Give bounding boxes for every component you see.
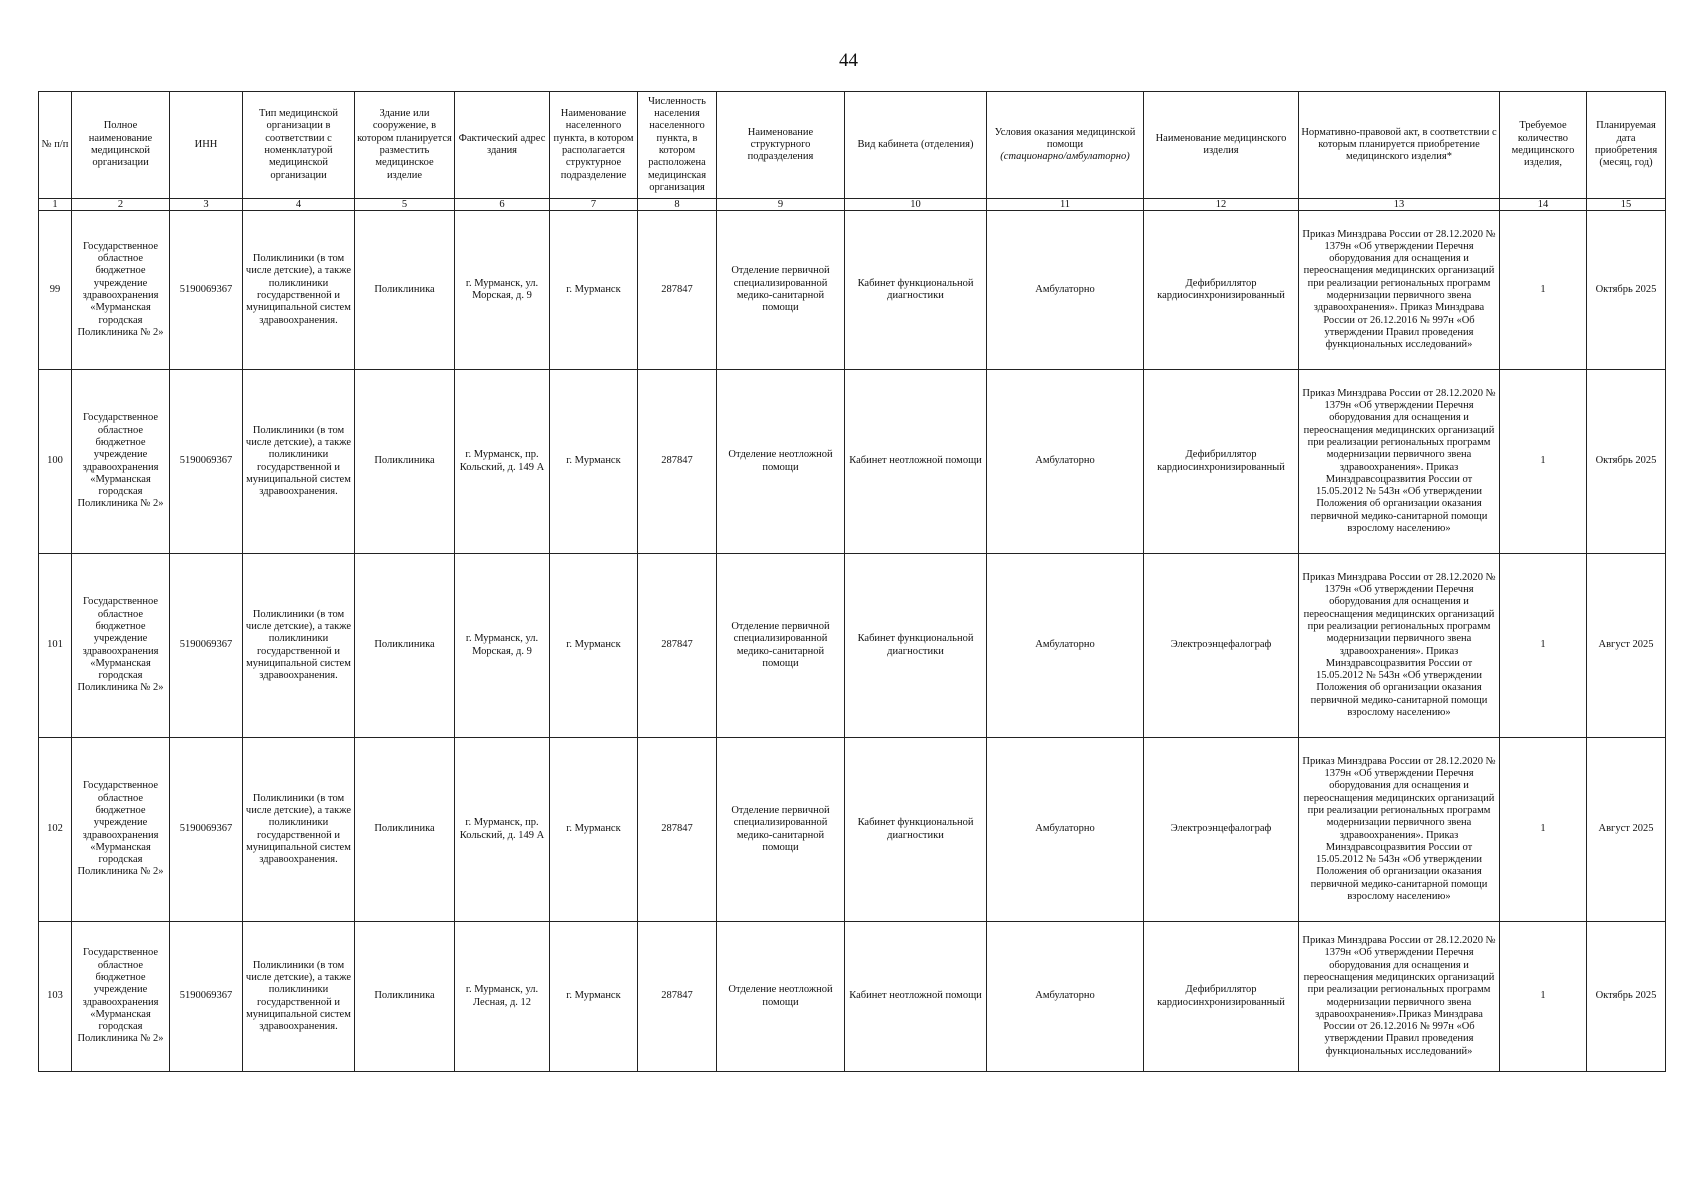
- table-cell: 99: [39, 211, 72, 370]
- table-cell: г. Мурманск: [550, 370, 638, 554]
- table-cell: 287847: [638, 370, 717, 554]
- table-cell: Государственное областное бюджетное учреждение здравоохранения «Мурманская городская Поликлиника № 2»: [72, 554, 170, 738]
- table-cell: Дефибриллятор кардиосинхронизированный: [1144, 370, 1299, 554]
- table-cell: Кабинет неотложной помощи: [845, 370, 987, 554]
- table-cell: Октябрь 2025: [1587, 211, 1666, 370]
- table-cell: Поликлиники (в том числе детские), а также поликлиники государственной и муниципальной систем здравоохранения.: [243, 738, 355, 922]
- table-cell: Приказ Минздрава России от 28.12.2020 № 1379н «Об утверждении Перечня оборудования для оснащения и переоснащения медицинских организаций при реализации региональных программ модернизации первичного звена здравоохранения». Приказ Минздравсоцразвития России от 15.05.2012 № 543н «Об утверждении Положения об организации оказания первичной медико-санитарной помощи взрослому населению»: [1299, 738, 1500, 922]
- table-cell: 100: [39, 370, 72, 554]
- page-number: 44: [839, 50, 858, 71]
- table-cell: г. Мурманск: [550, 211, 638, 370]
- table-cell: 5190069367: [170, 922, 243, 1072]
- table-cell: Приказ Минздрава России от 28.12.2020 № 1379н «Об утверждении Перечня оборудования для оснащения и переоснащения медицинских организаций при реализации региональных программ модернизации первичного звена здравоохранения».Приказ Минздрава России от 26.12.2016 № 997н «Об утверждении Правил проведения функциональных исследований»: [1299, 922, 1500, 1072]
- header-cell: Тип медицинской организации в соответствии с номенклатурой медицинской организации: [243, 92, 355, 199]
- table-cell: Приказ Минздрава России от 28.12.2020 № 1379н «Об утверждении Перечня оборудования для оснащения и переоснащения медицинских организаций при реализации региональных программ модернизации первичного звена здравоохранения». Приказ Минздрава России от 26.12.2016 № 997н «Об утверждении Правил проведения функциональных исследований»: [1299, 211, 1500, 370]
- table-cell: 5190069367: [170, 211, 243, 370]
- table-cell: 103: [39, 922, 72, 1072]
- header-cell: Наименование структурного подразделения: [717, 92, 845, 199]
- table-cell: 1: [1500, 211, 1587, 370]
- column-number: 1: [39, 199, 72, 211]
- table-cell: 1: [1500, 738, 1587, 922]
- table-cell: Амбулаторно: [987, 738, 1144, 922]
- table-cell: 5190069367: [170, 738, 243, 922]
- header-cell: Наименование населенного пункта, в котором располагается структурное подразделение: [550, 92, 638, 199]
- header-row: [39, 92, 1666, 199]
- table-cell: г. Мурманск, пр. Кольский, д. 149 А: [455, 738, 550, 922]
- header-cell: № п/п: [39, 92, 72, 199]
- column-number: 15: [1587, 199, 1666, 211]
- column-number: 13: [1299, 199, 1500, 211]
- header-conditions-italic: (стационарно/амбулаторно): [1000, 151, 1130, 163]
- column-number: 2: [72, 199, 170, 211]
- table-cell: Поликлиники (в том числе детские), а также поликлиники государственной и муниципальной систем здравоохранения.: [243, 922, 355, 1072]
- table-cell: Отделение первичной специализированной медико-санитарной помощи: [717, 554, 845, 738]
- header-cell: Фактический адрес здания: [455, 92, 550, 199]
- column-number: 5: [355, 199, 455, 211]
- table-cell: Август 2025: [1587, 554, 1666, 738]
- table-cell: Поликлиника: [355, 370, 455, 554]
- table-cell: Амбулаторно: [987, 370, 1144, 554]
- column-number: 14: [1500, 199, 1587, 211]
- table-cell: 1: [1500, 370, 1587, 554]
- header-cell-conditions: [987, 92, 1144, 199]
- table-cell: Поликлиники (в том числе детские), а также поликлиники государственной и муниципальной систем здравоохранения.: [243, 211, 355, 370]
- table-cell: Приказ Минздрава России от 28.12.2020 № 1379н «Об утверждении Перечня оборудования для оснащения и переоснащения медицинских организаций при реализации региональных программ модернизации первичного звена здравоохранения». Приказ Минздравсоцразвития России от 15.05.2012 № 543н «Об утверждении Положения об организации оказания первичной медико-санитарной помощи взрослому населению»: [1299, 554, 1500, 738]
- table-cell: Кабинет функциональной диагностики: [845, 738, 987, 922]
- table-cell: 1: [1500, 922, 1587, 1072]
- header-cell: Планируемая дата приобретения (месяц, год): [1587, 92, 1666, 199]
- table-cell: Поликлиники (в том числе детские), а также поликлиники государственной и муниципальной систем здравоохранения.: [243, 370, 355, 554]
- table-cell: Электроэнцефалограф: [1144, 554, 1299, 738]
- table-cell: Октябрь 2025: [1587, 922, 1666, 1072]
- table-cell: Поликлиника: [355, 211, 455, 370]
- table-cell: г. Мурманск: [550, 922, 638, 1072]
- table-row: [39, 370, 1666, 554]
- table-row: [39, 922, 1666, 1072]
- column-number: 10: [845, 199, 987, 211]
- table-cell: Государственное областное бюджетное учреждение здравоохранения «Мурманская городская Поликлиника № 2»: [72, 922, 170, 1072]
- table-cell: 287847: [638, 738, 717, 922]
- header-cell: Здание или сооружение, в котором планируется разместить медицинское изделие: [355, 92, 455, 199]
- table-cell: Дефибриллятор кардиосинхронизированный: [1144, 211, 1299, 370]
- column-number: 6: [455, 199, 550, 211]
- table-cell: Кабинет функциональной диагностики: [845, 554, 987, 738]
- column-number-row: [39, 199, 1666, 211]
- column-number: 9: [717, 199, 845, 211]
- table-cell: Поликлиника: [355, 922, 455, 1072]
- table-cell: Приказ Минздрава России от 28.12.2020 № 1379н «Об утверждении Перечня оборудования для оснащения и переоснащения медицинских организаций при реализации региональных программ модернизации первичного звена здравоохранения». Приказ Минздравсоцразвития России от 15.05.2012 № 543н «Об утверждении Положения об организации оказания первичной медико-санитарной помощи взрослому населению»: [1299, 370, 1500, 554]
- table-cell: Отделение неотложной помощи: [717, 922, 845, 1072]
- table-row: [39, 554, 1666, 738]
- column-number: 12: [1144, 199, 1299, 211]
- table-cell: Поликлиника: [355, 554, 455, 738]
- table-row: [39, 738, 1666, 922]
- table-cell: Государственное областное бюджетное учреждение здравоохранения «Мурманская городская Поликлиника № 2»: [72, 211, 170, 370]
- table-cell: 101: [39, 554, 72, 738]
- table-cell: г. Мурманск, ул. Морская, д. 9: [455, 554, 550, 738]
- header-cell: Требуемое количество медицинского изделия,: [1500, 92, 1587, 199]
- header-cell: Наименование медицинского изделия: [1144, 92, 1299, 199]
- table-cell: Кабинет функциональной диагностики: [845, 211, 987, 370]
- table-cell: Дефибриллятор кардиосинхронизированный: [1144, 922, 1299, 1072]
- column-number: 8: [638, 199, 717, 211]
- equipment-table: [38, 91, 1666, 1072]
- table-cell: 5190069367: [170, 554, 243, 738]
- header-conditions-label: Условия оказания медицинской помощи: [994, 126, 1136, 150]
- column-number: 3: [170, 199, 243, 211]
- table-cell: 5190069367: [170, 370, 243, 554]
- table-cell: 287847: [638, 554, 717, 738]
- table-cell: Государственное областное бюджетное учреждение здравоохранения «Мурманская городская Поликлиника № 2»: [72, 370, 170, 554]
- table-cell: г. Мурманск, пр. Кольский, д. 149 А: [455, 370, 550, 554]
- table-cell: Октябрь 2025: [1587, 370, 1666, 554]
- table-cell: Амбулаторно: [987, 211, 1144, 370]
- table-cell: г. Мурманск: [550, 554, 638, 738]
- table-cell: Отделение первичной специализированной медико-санитарной помощи: [717, 738, 845, 922]
- column-number: 4: [243, 199, 355, 211]
- table-cell: Отделение первичной специализированной медико-санитарной помощи: [717, 211, 845, 370]
- table-cell: г. Мурманск, ул. Лесная, д. 12: [455, 922, 550, 1072]
- table-cell: Государственное областное бюджетное учреждение здравоохранения «Мурманская городская Поликлиника № 2»: [72, 738, 170, 922]
- table-cell: 102: [39, 738, 72, 922]
- table-cell: Амбулаторно: [987, 554, 1144, 738]
- table-cell: Поликлиника: [355, 738, 455, 922]
- table-cell: Кабинет неотложной помощи: [845, 922, 987, 1072]
- table-cell: г. Мурманск, ул. Морская, д. 9: [455, 211, 550, 370]
- column-number: 11: [987, 199, 1144, 211]
- table-cell: 287847: [638, 211, 717, 370]
- table-cell: Август 2025: [1587, 738, 1666, 922]
- table-cell: 1: [1500, 554, 1587, 738]
- table-cell: Амбулаторно: [987, 922, 1144, 1072]
- table-cell: Электроэнцефалограф: [1144, 738, 1299, 922]
- column-number: 7: [550, 199, 638, 211]
- header-cell: Вид кабинета (отделения): [845, 92, 987, 199]
- table-cell: г. Мурманск: [550, 738, 638, 922]
- header-cell: Полное наименование медицинской организации: [72, 92, 170, 199]
- header-cell: ИНН: [170, 92, 243, 199]
- header-cell: Численность населения населенного пункта, в котором расположена медицинская организация: [638, 92, 717, 199]
- header-cell: Нормативно-правовой акт, в соответствии с которым планируется приобретение медицинского изделия*: [1299, 92, 1500, 199]
- table-cell: Отделение неотложной помощи: [717, 370, 845, 554]
- table-row: [39, 211, 1666, 370]
- table-cell: 287847: [638, 922, 717, 1072]
- table-cell: Поликлиники (в том числе детские), а также поликлиники государственной и муниципальной систем здравоохранения.: [243, 554, 355, 738]
